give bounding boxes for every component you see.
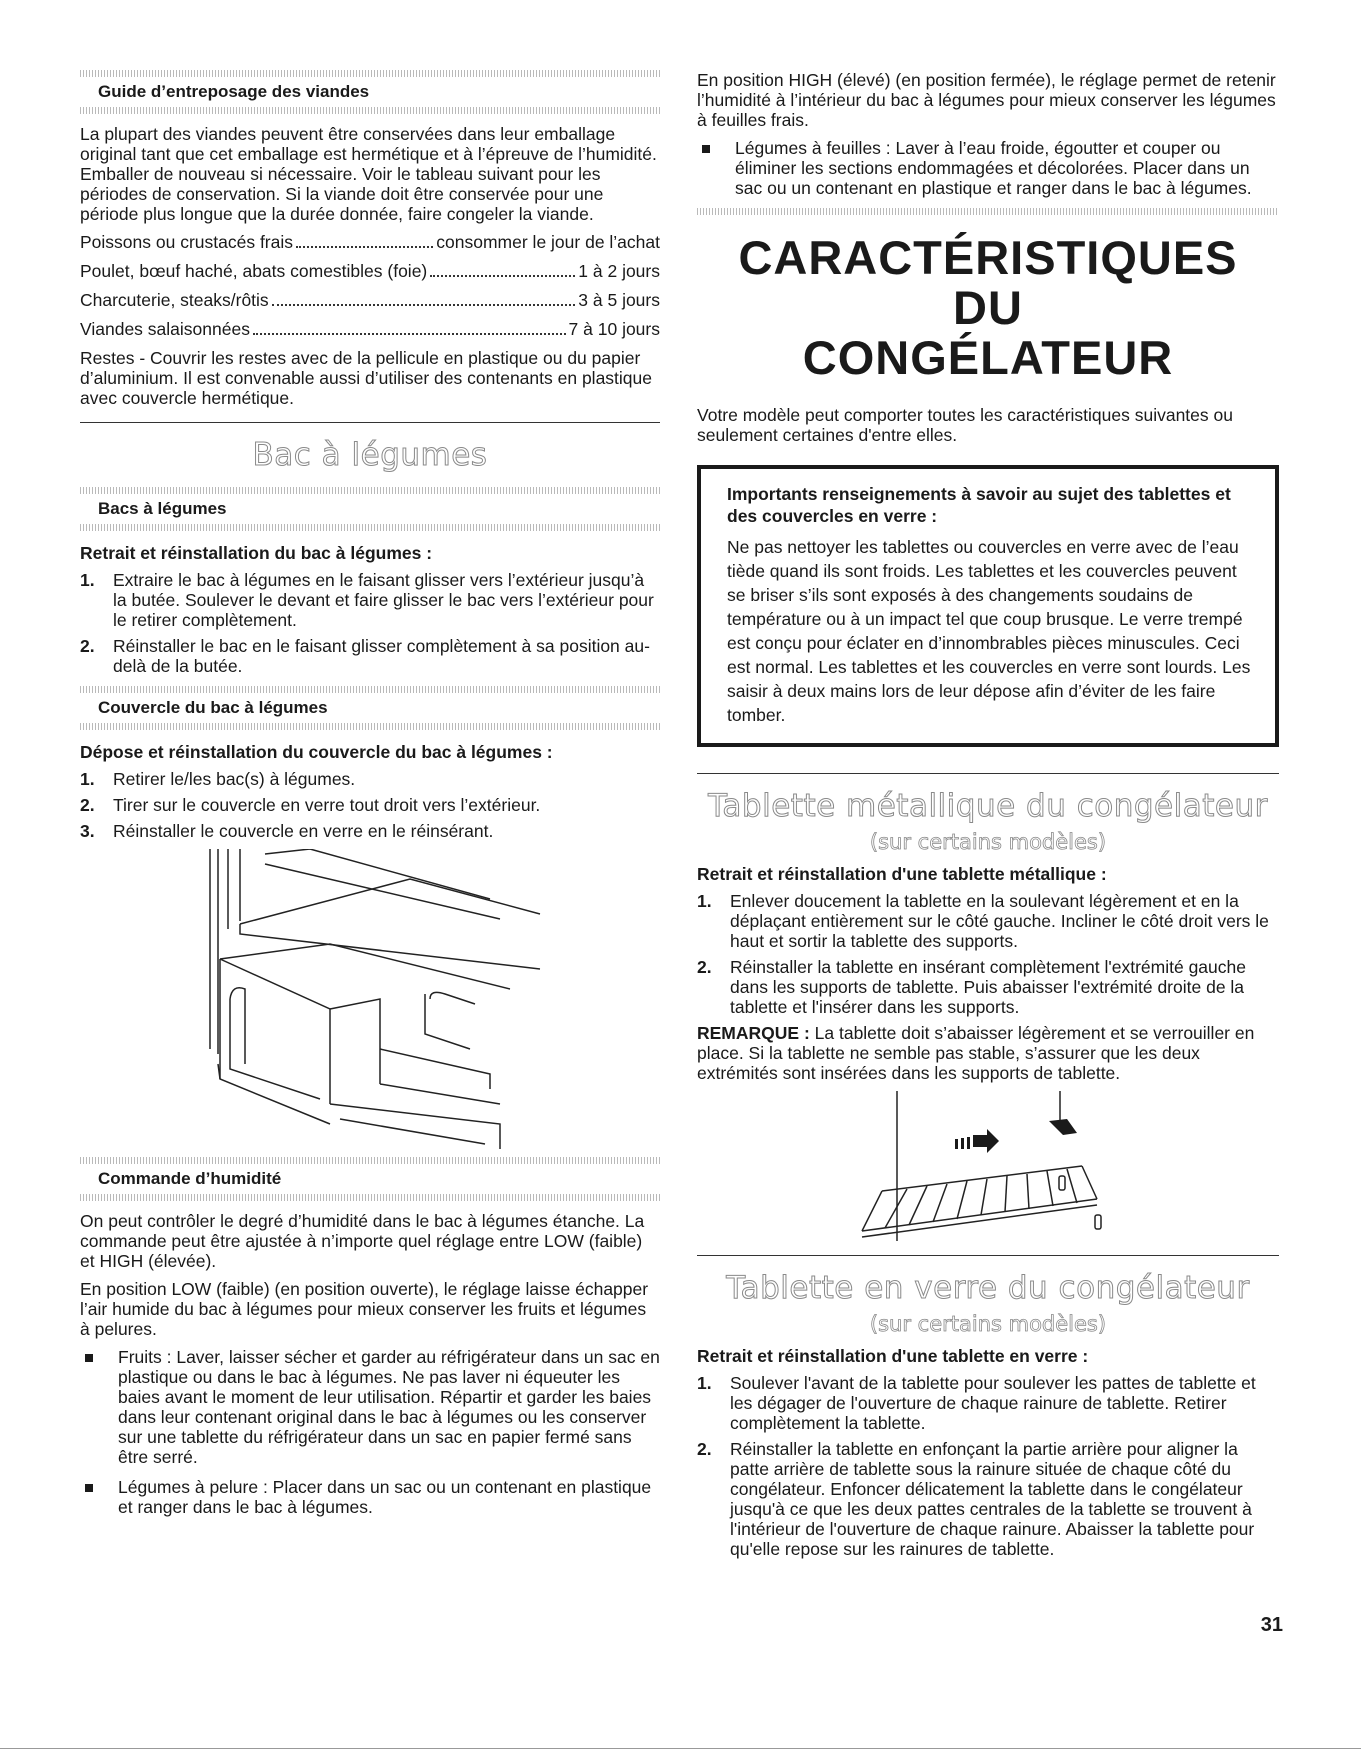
meat-guide-intro: La plupart des viandes peuvent être conservées dans leur emballage original tant que cet emballage est hermétique et à l’épreuve de l’humidité. Emballer de nouveau si nécessaire. Voir le tableau suivant pour les périodes de conservation. Si la viande doit être conservée pour une période plus longue que la durée donnée, faire congeler la viande. — [80, 124, 657, 224]
storage-row — [80, 319, 660, 339]
warning-title: Importants renseignements à savoir au sujet des tablettes et des couvercles en verre : — [727, 484, 1231, 526]
section-rule — [80, 487, 660, 494]
bullet-square-icon — [702, 145, 710, 153]
freezer-intro: Votre modèle peut comporter toutes les caractéristiques suivantes ou seulement certaines d'entre elles. — [697, 405, 1233, 445]
section-rule — [80, 723, 660, 730]
crisper-steps — [80, 570, 660, 676]
step-text: Extraire le bac à légumes en le faisant glisser vers l’extérieur jusqu’à la butée. Soulever le devant et faire glisser le bac vers l’extérieur pour le retirer complètement. — [113, 570, 654, 630]
glass-warning-box — [697, 465, 1279, 747]
leafy-bullets — [697, 138, 1279, 198]
leader-dots — [253, 333, 566, 335]
step-number: 2. — [697, 957, 712, 977]
cover-removal-lead: Dépose et réinstallation du couvercle du bac à légumes : — [80, 742, 553, 762]
bullet-item — [697, 138, 1279, 198]
title-line: CARACTÉRISTIQUES DU — [738, 231, 1238, 334]
note-label: REMARQUE : — [697, 1023, 810, 1043]
bullet-square-icon — [85, 1484, 93, 1492]
storage-row — [80, 290, 660, 310]
step-text: Réinstaller la tablette en insérant complètement l'extrémité gauche dans les supports de tablette. Puis abaisser l'extrémité droite de la tablette et l'insérer dans les supports. — [730, 957, 1246, 1017]
crisper-section-title: Bac à légumes — [252, 437, 488, 473]
crisper-removal-lead: Retrait et réinstallation du bac à légumes : — [80, 543, 433, 563]
bullet-text: Fruits : Laver, laisser sécher et garder au réfrigérateur dans un sac en plastique ou dans le bac à légumes. Ne pas laver ni équeuter les baies avant le moment de leur utilisation. Répartir et garder les baies dans leur contenant original dans le bac à légumes ou les conserver sur une tablette du réfrigérateur dans un sac en papier fermé sans être serré. — [118, 1347, 660, 1467]
step-item — [80, 769, 660, 789]
step-text: Réinstaller la tablette en enfonçant la partie arrière pour aligner la patte arrière de tablette sous la rainure située de chaque côté du congélateur. Enfoncer délicatement la tablette dans le congélateur jusqu'à ce que les deux pattes centrales de la tablette se trouvent à l'intérieur de l'ouverture de chaque rainure. Abaisser la tablette pour qu'elle repose sur les rainures de tablette. — [730, 1439, 1255, 1559]
step-text: Réinstaller le couvercle en verre en le réinsérant. — [113, 821, 494, 841]
metal-shelf-title: Tablette métallique du congélateur — [708, 788, 1268, 824]
step-item — [80, 795, 660, 815]
storage-duration: 1 à 2 jours — [578, 261, 660, 281]
step-item — [80, 570, 660, 630]
step-text: Tirer sur le couvercle en verre tout droit vers l’extérieur. — [113, 795, 541, 815]
bullet-item — [80, 1347, 660, 1467]
bullet-text: Légumes à feuilles : Laver à l’eau froide, égoutter et couper ou éliminer les sections endommagées et décolorées. Placer dans un sac ou un contenant en plastique et ranger dans le bac à légumes. — [735, 138, 1252, 198]
storage-duration: consommer le jour de l’achat — [436, 232, 660, 252]
leader-dots — [272, 304, 576, 306]
bullet-text: Légumes à pelure : Placer dans un sac ou un contenant en plastique et ranger dans le bac à légumes. — [118, 1477, 652, 1517]
step-number: 2. — [697, 1439, 712, 1459]
step-number: 1. — [80, 769, 95, 789]
high-humidity-paragraph: En position HIGH (élevé) (en position fermée), le réglage permet de retenir l’humidité à l’intérieur du bac à légumes pour mieux conserver les légumes à feuilles frais. — [697, 70, 1276, 130]
freezer-features-title — [697, 233, 1279, 383]
cover-steps — [80, 769, 660, 841]
step-item — [697, 891, 1279, 951]
divider — [697, 773, 1279, 774]
leftovers-paragraph: Restes - Couvrir les restes avec de la pellicule en plastique ou du papier d’aluminium. Il est convenable aussi d’utiliser des contenants en plastique avec couvercle hermétique. — [80, 348, 652, 408]
metal-shelf-subtitle: (sur certains modèles) — [869, 830, 1107, 854]
storage-item: Poissons ou crustacés frais — [80, 232, 294, 252]
step-number: 2. — [80, 636, 95, 656]
section-rule — [80, 1194, 660, 1201]
glass-shelf-title: Tablette en verre du congélateur — [726, 1270, 1250, 1306]
divider — [697, 1255, 1279, 1256]
section-rule — [80, 686, 660, 693]
section-rule — [80, 70, 660, 77]
step-number: 1. — [80, 570, 95, 590]
leader-dots — [430, 275, 575, 277]
storage-row — [80, 232, 660, 252]
glass-shelf-steps — [697, 1373, 1279, 1559]
section-rule — [80, 1157, 660, 1164]
storage-row — [80, 261, 660, 281]
storage-duration: 3 à 5 jours — [578, 290, 660, 310]
step-item — [697, 1439, 1279, 1559]
step-item — [80, 636, 660, 676]
storage-item: Poulet, bœuf haché, abats comestibles (foie) — [80, 261, 428, 281]
right-column — [697, 70, 1279, 1565]
storage-item: Viandes salaisonnées — [80, 319, 250, 339]
section-rule — [697, 208, 1279, 215]
divider — [80, 422, 660, 423]
step-number: 1. — [697, 891, 712, 911]
step-item — [80, 821, 660, 841]
page-number: 31 — [1260, 1614, 1283, 1636]
humidity-paragraph: On peut contrôler le degré d’humidité dans le bac à légumes étanche. La commande peut être ajustée à n’importe quel réglage entre LOW (faible) et HIGH (élevée). — [80, 1211, 645, 1271]
section-rule — [80, 524, 660, 531]
leader-dots — [296, 246, 433, 248]
step-text: Retirer le/les bac(s) à légumes. — [113, 769, 356, 789]
title-line: CONGÉLATEUR — [802, 331, 1174, 384]
humidity-bullets — [80, 1347, 660, 1517]
step-text: Soulever l'avant de la tablette pour soulever les pattes de tablette et les dégager de l'ouverture de chaque rainure de tablette. Retirer complètement la tablette. — [730, 1373, 1256, 1433]
metal-shelf-lead: Retrait et réinstallation d'une tablette métallique : — [697, 864, 1107, 884]
wire-shelf-illustration — [697, 1091, 1279, 1251]
glass-shelf-lead: Retrait et réinstallation d'une tablette en verre : — [697, 1346, 1089, 1366]
bullet-item — [80, 1477, 660, 1517]
crisper-drawer-illustration — [80, 849, 660, 1149]
note-text: La tablette doit s’abaisser légèrement et se verrouiller en place. Si la tablette ne semble pas stable, s’assurer que les deux extrémités sont insérées dans les supports de tablette. — [697, 1023, 1255, 1083]
step-text: Enlever doucement la tablette en la soulevant légèrement et en la déplaçant entièrement sur le côté gauche. Incliner le côté droit vers le haut et sortir la tablette des supports. — [730, 891, 1269, 951]
storage-table — [80, 232, 660, 339]
storage-item: Charcuterie, steaks/rôtis — [80, 290, 269, 310]
cover-heading: Couvercle du bac à légumes — [98, 698, 328, 717]
storage-duration: 7 à 10 jours — [568, 319, 660, 339]
meat-guide-heading: Guide d’entreposage des viandes — [98, 82, 370, 101]
step-number: 2. — [80, 795, 95, 815]
step-number: 3. — [80, 821, 95, 841]
metal-shelf-steps — [697, 891, 1279, 1017]
metal-shelf-note — [697, 1023, 1279, 1083]
glass-shelf-subtitle: (sur certains modèles) — [869, 1312, 1107, 1336]
bottom-rule — [0, 1748, 1361, 1749]
step-number: 1. — [697, 1373, 712, 1393]
humidity-low-paragraph: En position LOW (faible) (en position ouverte), le réglage laisse échapper l’air humide du bac à légumes pour mieux conserver les fruits et légumes à pelures. — [80, 1279, 649, 1339]
step-item — [697, 1373, 1279, 1433]
bullet-square-icon — [85, 1354, 93, 1362]
step-item — [697, 957, 1279, 1017]
humidity-heading: Commande d’humidité — [98, 1169, 282, 1188]
warning-body: Ne pas nettoyer les tablettes ou couvercles en verre avec de l’eau tiède quand ils sont froids. Les tablettes et les couvercles peuvent se briser s’ils sont exposés à des changements soudains de température ou à un impact tel que coup brusque. Le verre trempé est conçu pour éclater en d’innombrables pièces minuscules. Ceci est normal. Les tablettes et les couvercles en verre sont lourds. Les saisir à deux mains lors de leur dépose afin d’éviter de les faire tomber. — [727, 537, 1251, 725]
section-rule — [80, 107, 660, 114]
step-text: Réinstaller le bac en le faisant glisser complètement à sa position au-delà de la butée. — [113, 636, 650, 676]
crispers-heading: Bacs à légumes — [98, 499, 227, 518]
left-column — [80, 70, 660, 1527]
